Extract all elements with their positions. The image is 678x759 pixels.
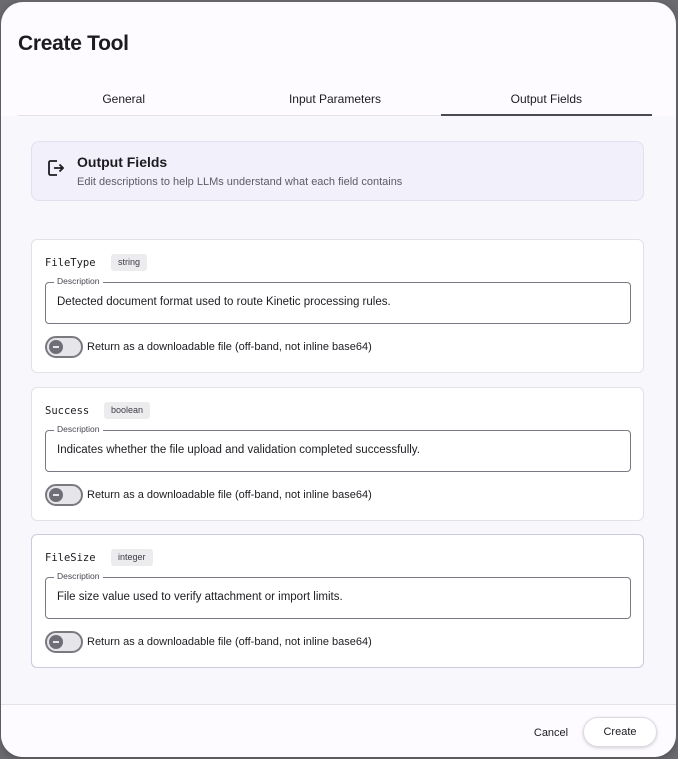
- toggle-label: Return as a downloadable file (off-band, not inline base64): [87, 341, 372, 353]
- description-value[interactable]: Detected document format used to route Kinetic processing rules.: [57, 296, 391, 308]
- tab-general[interactable]: General: [102, 91, 146, 106]
- downloadable-file-toggle[interactable]: [45, 336, 83, 358]
- description-value[interactable]: File size value used to verify attachment or import limits.: [57, 591, 343, 603]
- toggle-off-icon: [49, 340, 63, 354]
- toggle-off-icon: [49, 488, 63, 502]
- dialog-title: Create Tool: [18, 32, 129, 55]
- tab-bar: [18, 82, 652, 116]
- type-badge: boolean: [104, 402, 150, 419]
- dialog-content: [1, 116, 676, 704]
- dialog-footer: [1, 704, 676, 757]
- field-name: Success: [45, 405, 90, 417]
- toggle-off-icon: [49, 635, 63, 649]
- description-field[interactable]: [45, 276, 631, 324]
- info-banner: [31, 141, 644, 201]
- description-label: Description: [54, 571, 103, 581]
- description-label: Description: [54, 276, 103, 286]
- downloadable-file-toggle[interactable]: [45, 631, 83, 653]
- description-label: Description: [54, 424, 103, 434]
- tab-input-parameters[interactable]: Input Parameters: [288, 91, 382, 106]
- output-arrow-icon: [46, 158, 66, 178]
- cancel-button[interactable]: Cancel: [533, 727, 569, 739]
- create-button[interactable]: Create: [583, 717, 657, 747]
- output-field-card: [31, 239, 644, 373]
- output-field-card: [31, 387, 644, 521]
- create-tool-dialog: [1, 2, 676, 757]
- output-field-card: [31, 534, 644, 668]
- toggle-label: Return as a downloadable file (off-band, not inline base64): [87, 636, 372, 648]
- description-value[interactable]: Indicates whether the file upload and validation completed successfully.: [57, 444, 420, 456]
- banner-subtitle: Edit descriptions to help LLMs understand what each field contains: [77, 176, 403, 188]
- toggle-label: Return as a downloadable file (off-band, not inline base64): [87, 489, 372, 501]
- field-name: FileSize: [45, 552, 96, 564]
- type-badge: integer: [111, 549, 153, 566]
- banner-title: Output Fields: [77, 154, 168, 170]
- description-field[interactable]: [45, 571, 631, 619]
- field-name: FileType: [45, 257, 96, 269]
- description-field[interactable]: [45, 424, 631, 472]
- downloadable-file-toggle[interactable]: [45, 484, 83, 506]
- type-badge: string: [111, 254, 147, 271]
- tab-output-fields[interactable]: Output Fields: [441, 82, 652, 115]
